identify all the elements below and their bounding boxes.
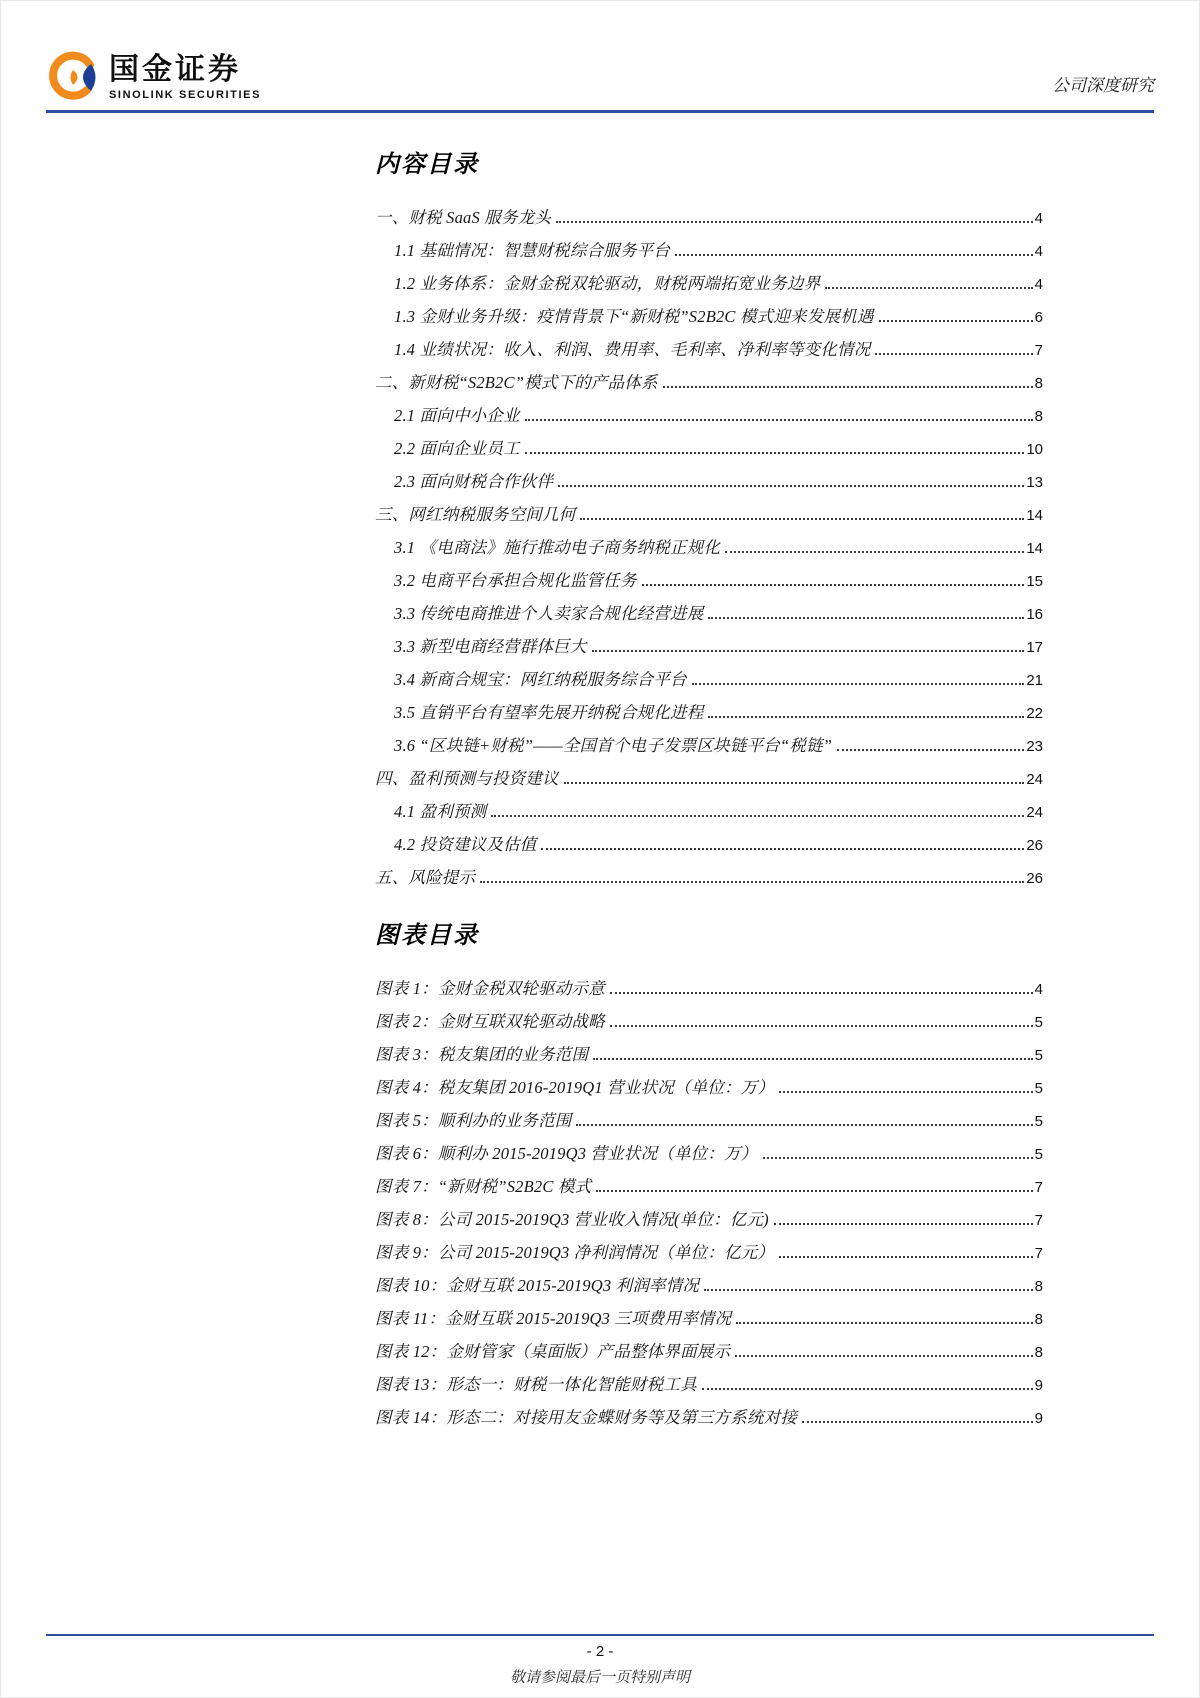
- dot-leader: [704, 1289, 1033, 1291]
- toc-entry-label: 4.2 投资建议及估值: [394, 835, 537, 854]
- header-divider: [46, 110, 1154, 113]
- toc-entry: [375, 1239, 1043, 1272]
- toc-entry-page: 8: [1034, 1278, 1043, 1295]
- toc-entry-label: 1.3 金财业务升级：疫情背景下“新财税”S2B2C 模式迎来发展机遇: [394, 307, 874, 326]
- footer-divider: [46, 1634, 1154, 1636]
- toc-entry-page: 4: [1034, 981, 1043, 998]
- toc-entry-label: 图表 9：公司 2015-2019Q3 净利润情况（单位：亿元）: [375, 1243, 775, 1262]
- dot-leader: [779, 1256, 1032, 1258]
- dot-leader: [875, 353, 1032, 355]
- toc-entry-label: 3.1 《电商法》施行推动电子商务纳税正规化: [394, 538, 721, 557]
- toc-entry-page: 24: [1026, 804, 1043, 821]
- toc-entry-page: 16: [1026, 606, 1043, 623]
- toc-entry-label: 图表 8：公司 2015-2019Q3 营业收入情况(单位：亿元): [375, 1210, 769, 1229]
- toc-entry-label: 图表 4：税友集团 2016-2019Q1 营业状况（单位：万）: [375, 1078, 775, 1097]
- toc-entry-label: 1.1 基础情况：智慧财税综合服务平台: [394, 241, 671, 260]
- toc-entry: [375, 1008, 1043, 1041]
- dot-leader: [708, 716, 1024, 718]
- toc-list: [375, 204, 1043, 897]
- dot-leader: [837, 749, 1024, 751]
- dot-leader: [541, 848, 1024, 850]
- toc-entry-page: 5: [1034, 1047, 1043, 1064]
- toc-entry-page: 15: [1026, 573, 1043, 590]
- toc-entry: [375, 666, 1043, 699]
- dot-leader: [558, 485, 1024, 487]
- toc-entry-label: 图表 13：形态一：财税一体化智能财税工具: [375, 1375, 697, 1394]
- toc-entry: [375, 435, 1043, 468]
- toc-entry-label: 二、新财税“S2B2C”模式下的产品体系: [375, 373, 658, 392]
- dot-leader: [491, 815, 1024, 817]
- toc-entry-page: 4: [1034, 243, 1043, 260]
- dot-leader: [663, 386, 1033, 388]
- toc-entry-label: 图表 11：金财互联 2015-2019Q3 三项费用率情况: [375, 1309, 732, 1328]
- toc-entry: [375, 270, 1043, 303]
- toc-entry-label: 四、盈利预测与投资建议: [375, 769, 559, 788]
- dot-leader: [525, 452, 1025, 454]
- page-header: [46, 50, 1154, 104]
- dot-leader: [592, 650, 1025, 652]
- toc-entry-page: 9: [1034, 1377, 1043, 1394]
- toc-entry: [375, 831, 1043, 864]
- toc-entry-label: 3.6 “区块链+财税”——全国首个电子发票区块链平台“税链”: [394, 736, 833, 755]
- toc-entry-label: 4.1 盈利预测: [394, 802, 487, 821]
- toc-entry-label: 2.1 面向中小企业: [394, 406, 520, 425]
- toc-entry-page: 22: [1026, 705, 1043, 722]
- toc-entry: [375, 1206, 1043, 1239]
- toc-entry: [375, 237, 1043, 270]
- toc-entry-label: 图表 7：“新财税”S2B2C 模式: [375, 1177, 592, 1196]
- dot-leader: [779, 1091, 1032, 1093]
- toc-entry-label: 图表 12：金财管家（桌面版）产品整体界面展示: [375, 1342, 731, 1361]
- dot-leader: [580, 518, 1024, 520]
- toc-entry-page: 14: [1026, 507, 1043, 524]
- dot-leader: [692, 683, 1025, 685]
- toc-entry-label: 3.4 新商合规宝：网红纳税服务综合平台: [394, 670, 687, 689]
- toc-entry: [375, 204, 1043, 237]
- toc-entry: [375, 501, 1043, 534]
- toc-entry-page: 5: [1034, 1014, 1043, 1031]
- toc-entry: [375, 1107, 1043, 1140]
- toc-entry-label: 1.4 业绩状况：收入、利润、费用率、毛利率、净利率等变化情况: [394, 340, 871, 359]
- dot-leader: [610, 992, 1033, 994]
- dot-leader: [556, 221, 1033, 223]
- toc-entry-page: 21: [1026, 672, 1043, 689]
- toc-entry-page: 7: [1034, 342, 1043, 359]
- toc-entry: [375, 1305, 1043, 1338]
- dot-leader: [774, 1223, 1033, 1225]
- toc-entry: [375, 732, 1043, 765]
- dot-leader: [735, 1355, 1032, 1357]
- dot-leader: [708, 617, 1024, 619]
- toc-entry-page: 8: [1034, 375, 1043, 392]
- dot-leader: [725, 551, 1024, 553]
- toc-entry-label: 3.2 电商平台承担合规化监管任务: [394, 571, 637, 590]
- toc-entry-page: 7: [1034, 1179, 1043, 1196]
- toc-entry: [375, 468, 1043, 501]
- dot-leader: [879, 320, 1033, 322]
- dot-leader: [702, 1388, 1033, 1390]
- dot-leader: [593, 1058, 1032, 1060]
- toc-entry-page: 5: [1034, 1080, 1043, 1097]
- toc-entry: [375, 765, 1043, 798]
- toc-entry: [375, 1041, 1043, 1074]
- toc-entry-label: 3.5 直销平台有望率先展开纳税合规化进程: [394, 703, 704, 722]
- dot-leader: [825, 287, 1032, 289]
- toc-entry-page: 26: [1026, 870, 1043, 887]
- toc-entry: [375, 1338, 1043, 1371]
- report-type-label: 公司深度研究: [1052, 76, 1154, 95]
- toc-entry: [375, 699, 1043, 732]
- toc-entry-page: 8: [1034, 1311, 1043, 1328]
- toc-entry-label: 图表 14：形态二：对接用友金蝶财务等及第三方系统对接: [375, 1408, 798, 1427]
- toc-entry: [375, 369, 1043, 402]
- toc-entry: [375, 1371, 1043, 1404]
- toc-entry: [375, 798, 1043, 831]
- toc-entry-page: 7: [1034, 1212, 1043, 1229]
- figures-title: 图表目录: [375, 923, 479, 949]
- dot-leader: [610, 1025, 1033, 1027]
- toc-entry-label: 一、财税 SaaS 服务龙头: [375, 208, 552, 227]
- toc-entry-page: 26: [1026, 837, 1043, 854]
- toc-entry: [375, 336, 1043, 369]
- toc-entry-page: 5: [1034, 1146, 1043, 1163]
- dot-leader: [802, 1421, 1033, 1423]
- dot-leader: [675, 254, 1033, 256]
- toc-entry-label: 1.2 业务体系：金财金税双轮驱动，财税两端拓宽业务边界: [394, 274, 821, 293]
- toc-entry: [375, 864, 1043, 897]
- toc-entry-label: 图表 1：金财金税双轮驱动示意: [375, 979, 605, 998]
- toc-entry: [375, 1173, 1043, 1206]
- toc-entry-label: 2.3 面向财税合作伙伴: [394, 472, 554, 491]
- toc-entry-page: 6: [1034, 309, 1043, 326]
- toc-entry-label: 3.3 传统电商推进个人卖家合规化经营进展: [394, 604, 704, 623]
- brand-name-cn: 国金证券: [109, 53, 241, 86]
- dot-leader: [525, 419, 1033, 421]
- toc-entry: [375, 1074, 1043, 1107]
- toc-entry-page: 9: [1034, 1410, 1043, 1427]
- toc-entry-page: 5: [1034, 1113, 1043, 1130]
- toc-entry-page: 23: [1026, 738, 1043, 755]
- dot-leader: [576, 1124, 1032, 1126]
- toc-entry: [375, 600, 1043, 633]
- toc-entry-page: 13: [1026, 474, 1043, 491]
- toc-entry: [375, 1272, 1043, 1305]
- toc-entry-label: 图表 10：金财互联 2015-2019Q3 利润率情况: [375, 1276, 700, 1295]
- toc-entry: [375, 567, 1043, 600]
- toc-entry: [375, 975, 1043, 1008]
- toc-entry: [375, 534, 1043, 567]
- toc-entry: [375, 633, 1043, 666]
- toc-entry-page: 8: [1034, 408, 1043, 425]
- toc-entry-label: 三、网红纳税服务空间几何: [375, 505, 576, 524]
- toc-entry-page: 4: [1034, 210, 1043, 227]
- footer-page-number: - 2 -: [586, 1643, 614, 1660]
- toc-entry-label: 3.3 新型电商经营群体巨大: [394, 637, 587, 656]
- dot-leader: [736, 1322, 1032, 1324]
- toc-entry: [375, 402, 1043, 435]
- sinolink-logo-icon: [46, 50, 100, 104]
- toc-entry-label: 图表 2：金财互联双轮驱动战略: [375, 1012, 605, 1031]
- toc-entry-page: 4: [1034, 276, 1043, 293]
- toc-entry: [375, 1404, 1043, 1437]
- dot-leader: [480, 881, 1024, 883]
- brand-logo: [46, 50, 261, 104]
- toc-entry-label: 图表 5：顺利办的业务范围: [375, 1111, 572, 1130]
- toc-entry-label: 2.2 面向企业员工: [394, 439, 520, 458]
- brand-text: [109, 53, 261, 101]
- toc-entry: [375, 303, 1043, 336]
- footer-disclaimer: 敬请参阅最后一页特别声明: [509, 1670, 690, 1686]
- toc-entry-label: 五、风险提示: [375, 868, 476, 887]
- dot-leader: [564, 782, 1025, 784]
- figures-list: [375, 975, 1043, 1437]
- toc-entry-label: 图表 6：顺利办 2015-2019Q3 营业状况（单位：万）: [375, 1144, 758, 1163]
- toc-entry-page: 10: [1026, 441, 1043, 458]
- toc-entry: [375, 1140, 1043, 1173]
- toc-entry-page: 17: [1026, 639, 1043, 656]
- toc-entry-page: 7: [1034, 1245, 1043, 1262]
- dot-leader: [596, 1190, 1032, 1192]
- toc-content: [375, 150, 1043, 1437]
- toc-entry-label: 图表 3：税友集团的业务范围: [375, 1045, 589, 1064]
- toc-entry-page: 14: [1026, 540, 1043, 557]
- toc-title: 内容目录: [375, 152, 479, 178]
- dot-leader: [763, 1157, 1033, 1159]
- toc-entry-page: 24: [1026, 771, 1043, 788]
- brand-name-en: SINOLINK SECURITIES: [109, 89, 262, 101]
- dot-leader: [642, 584, 1025, 586]
- toc-entry-page: 8: [1034, 1344, 1043, 1361]
